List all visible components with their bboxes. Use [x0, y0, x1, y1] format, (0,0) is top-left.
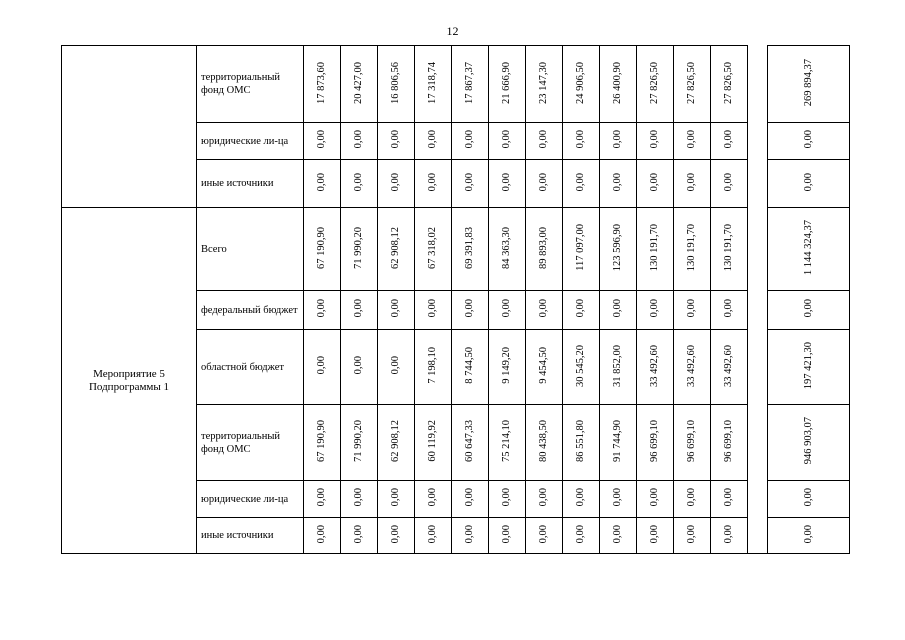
year-value: 0,00	[538, 172, 549, 192]
year-value-cell	[526, 46, 563, 123]
year-value-cell	[341, 405, 378, 481]
total-value-cell	[768, 405, 850, 481]
year-value: 80 438,50	[538, 420, 549, 462]
year-value: 27 826,50	[649, 61, 660, 104]
year-value-cell	[563, 160, 600, 208]
spacer-cell	[748, 160, 768, 208]
year-value-cell	[526, 518, 563, 554]
year-value-cell	[600, 291, 637, 330]
year-value: 0,00	[575, 172, 586, 192]
year-value: 0,00	[316, 488, 327, 507]
year-value-cell	[600, 481, 637, 518]
year-value-cell	[378, 160, 415, 208]
year-value: 91 744,90	[612, 420, 623, 462]
year-value: 89 893,00	[538, 226, 549, 269]
table-row	[62, 46, 850, 123]
program-item-cell: Мероприятие 5 Подпрограммы 1	[62, 208, 197, 554]
year-value: 96 699,10	[723, 420, 734, 462]
year-value: 67 190,90	[316, 420, 327, 462]
year-value: 0,00	[390, 172, 401, 192]
year-value: 0,00	[353, 488, 364, 507]
year-value: 21 666,90	[501, 61, 512, 104]
total-value-cell	[768, 46, 850, 123]
year-value: 123 596,90	[612, 223, 623, 272]
funding-source-cell: юридические ли-ца	[197, 481, 304, 518]
year-value: 0,00	[649, 172, 660, 192]
year-value: 0,00	[427, 524, 438, 544]
year-value: 75 214,10	[501, 420, 512, 462]
year-value-cell	[526, 123, 563, 160]
year-value: 62 908,12	[390, 420, 401, 462]
year-value-cell	[378, 405, 415, 481]
year-value-cell	[489, 481, 526, 518]
year-value: 17 873,60	[316, 61, 327, 104]
year-value-cell	[637, 291, 674, 330]
spacer-cell	[748, 46, 768, 123]
year-value-cell	[341, 123, 378, 160]
year-value-cell	[415, 46, 452, 123]
year-value: 24 906,50	[575, 61, 586, 104]
year-value-cell	[489, 208, 526, 291]
year-value: 0,00	[316, 172, 327, 192]
year-value: 0,00	[649, 299, 660, 318]
total-value: 197 421,30	[802, 341, 814, 390]
total-value: 0,00	[802, 130, 814, 149]
year-value-cell	[452, 518, 489, 554]
year-value: 0,00	[686, 524, 697, 544]
year-value-cell	[378, 291, 415, 330]
year-value: 33 492,60	[723, 344, 734, 387]
year-value-cell	[600, 160, 637, 208]
year-value: 7 198,10	[427, 347, 438, 384]
spacer-cell	[748, 518, 768, 554]
year-value: 86 551,80	[575, 420, 586, 462]
year-value-cell	[304, 405, 341, 481]
year-value: 60 647,33	[464, 420, 475, 462]
year-value-cell	[637, 481, 674, 518]
total-value-cell	[768, 160, 850, 208]
year-value-cell	[563, 291, 600, 330]
year-value: 71 990,20	[353, 226, 364, 269]
year-value-cell	[489, 291, 526, 330]
spacer-cell	[748, 123, 768, 160]
funding-source-cell: федеральный бюджет	[197, 291, 304, 330]
year-value: 8 744,50	[464, 347, 475, 384]
year-value: 0,00	[686, 299, 697, 318]
year-value: 0,00	[353, 299, 364, 318]
year-value: 0,00	[612, 488, 623, 507]
year-value: 67 190,90	[316, 226, 327, 269]
year-value-cell	[526, 330, 563, 405]
year-value: 0,00	[538, 299, 549, 318]
year-value: 0,00	[316, 299, 327, 318]
year-value-cell	[415, 160, 452, 208]
year-value-cell	[711, 46, 748, 123]
year-value: 0,00	[612, 130, 623, 149]
year-value: 0,00	[464, 524, 475, 544]
year-value-cell	[415, 405, 452, 481]
year-value-cell	[563, 405, 600, 481]
year-value: 60 119,92	[427, 420, 438, 462]
year-value-cell	[674, 405, 711, 481]
year-value: 0,00	[723, 488, 734, 507]
year-value-cell	[452, 405, 489, 481]
year-value: 0,00	[723, 299, 734, 318]
year-value: 0,00	[723, 524, 734, 544]
year-value-cell	[489, 46, 526, 123]
year-value: 20 427,00	[353, 61, 364, 104]
page-number: 12	[446, 24, 459, 38]
funding-source-cell: территориальный фонд ОМС	[197, 46, 304, 123]
year-value-cell	[674, 330, 711, 405]
year-value-cell	[452, 208, 489, 291]
year-value-cell	[378, 518, 415, 554]
total-value: 1 144 324,37	[802, 219, 814, 276]
year-value-cell	[637, 405, 674, 481]
year-value-cell	[563, 330, 600, 405]
year-value: 0,00	[390, 299, 401, 318]
year-value-cell	[674, 208, 711, 291]
spacer-cell	[748, 291, 768, 330]
year-value: 67 318,02	[427, 226, 438, 269]
total-value: 0,00	[802, 172, 814, 192]
year-value: 17 867,37	[464, 61, 475, 104]
funding-source-cell: территориальный фонд ОМС	[197, 405, 304, 481]
year-value-cell	[526, 208, 563, 291]
year-value: 62 908,12	[390, 226, 401, 269]
year-value: 0,00	[723, 172, 734, 192]
year-value-cell	[711, 123, 748, 160]
year-value-cell	[452, 160, 489, 208]
total-value-cell	[768, 208, 850, 291]
year-value: 0,00	[612, 524, 623, 544]
year-value-cell	[341, 291, 378, 330]
year-value-cell	[489, 330, 526, 405]
year-value-cell	[711, 518, 748, 554]
funding-source-cell: областной бюджет	[197, 330, 304, 405]
year-value-cell	[600, 208, 637, 291]
year-value-cell	[452, 291, 489, 330]
year-value: 27 826,50	[686, 61, 697, 104]
year-value-cell	[526, 160, 563, 208]
year-value-cell	[711, 405, 748, 481]
year-value-cell	[711, 481, 748, 518]
year-value-cell	[341, 160, 378, 208]
year-value: 0,00	[612, 299, 623, 318]
year-value-cell	[674, 291, 711, 330]
spacer-cell	[748, 330, 768, 405]
year-value-cell	[341, 46, 378, 123]
funding-source-cell: Всего	[197, 208, 304, 291]
year-value-cell	[415, 518, 452, 554]
year-value-cell	[526, 405, 563, 481]
year-value-cell	[415, 291, 452, 330]
year-value-cell	[304, 123, 341, 160]
year-value: 0,00	[353, 356, 364, 375]
year-value: 0,00	[649, 130, 660, 149]
year-value-cell	[415, 123, 452, 160]
year-value-cell	[304, 160, 341, 208]
total-value: 946 903,07	[802, 417, 814, 465]
table-row	[62, 208, 850, 291]
year-value-cell	[341, 330, 378, 405]
year-value-cell	[341, 481, 378, 518]
funding-source-cell: юридические ли-ца	[197, 123, 304, 160]
year-value: 0,00	[649, 488, 660, 507]
year-value-cell	[674, 481, 711, 518]
year-value: 0,00	[575, 488, 586, 507]
year-value-cell	[637, 518, 674, 554]
year-value: 0,00	[575, 299, 586, 318]
total-value-cell	[768, 330, 850, 405]
year-value: 0,00	[390, 488, 401, 507]
year-value: 0,00	[464, 299, 475, 318]
year-value-cell	[637, 160, 674, 208]
year-value: 0,00	[649, 524, 660, 544]
year-value: 0,00	[390, 356, 401, 375]
year-value-cell	[452, 123, 489, 160]
year-value-cell	[563, 481, 600, 518]
total-value-cell	[768, 123, 850, 160]
year-value: 0,00	[353, 130, 364, 149]
year-value: 0,00	[390, 130, 401, 149]
year-value: 0,00	[501, 299, 512, 318]
year-value-cell	[600, 405, 637, 481]
year-value-cell	[304, 208, 341, 291]
year-value: 0,00	[390, 524, 401, 544]
year-value-cell	[711, 291, 748, 330]
year-value: 0,00	[686, 130, 697, 149]
year-value-cell	[674, 518, 711, 554]
year-value: 17 318,74	[427, 61, 438, 104]
year-value-cell	[489, 405, 526, 481]
year-value-cell	[378, 46, 415, 123]
year-value: 0,00	[427, 172, 438, 192]
year-value: 130 191,70	[686, 223, 697, 272]
year-value: 0,00	[686, 172, 697, 192]
year-value-cell	[489, 160, 526, 208]
year-value: 0,00	[575, 524, 586, 544]
year-value: 0,00	[353, 172, 364, 192]
year-value: 0,00	[501, 488, 512, 507]
year-value-cell	[341, 518, 378, 554]
year-value-cell	[637, 46, 674, 123]
year-value: 69 391,83	[464, 226, 475, 269]
total-value-cell	[768, 518, 850, 554]
year-value: 0,00	[427, 130, 438, 149]
total-value: 0,00	[802, 299, 814, 318]
year-value: 130 191,70	[649, 223, 660, 272]
total-value: 269 894,37	[802, 58, 814, 107]
year-value-cell	[304, 291, 341, 330]
total-value: 0,00	[802, 488, 814, 507]
spacer-cell	[748, 208, 768, 291]
year-value: 0,00	[538, 130, 549, 149]
total-value: 0,00	[802, 524, 814, 544]
year-value-cell	[563, 518, 600, 554]
year-value-cell	[452, 481, 489, 518]
year-value: 0,00	[538, 524, 549, 544]
year-value: 0,00	[464, 172, 475, 192]
year-value-cell	[452, 46, 489, 123]
funding-source-cell: иные источники	[197, 160, 304, 208]
year-value: 0,00	[538, 488, 549, 507]
year-value-cell	[378, 330, 415, 405]
year-value-cell	[378, 123, 415, 160]
year-value: 33 492,60	[649, 344, 660, 387]
year-value: 0,00	[427, 488, 438, 507]
year-value-cell	[489, 123, 526, 160]
year-value-cell	[637, 330, 674, 405]
year-value-cell	[341, 208, 378, 291]
year-value-cell	[415, 481, 452, 518]
year-value: 96 699,10	[649, 420, 660, 462]
year-value-cell	[304, 481, 341, 518]
year-value: 71 990,20	[353, 420, 364, 462]
year-value-cell	[637, 208, 674, 291]
year-value-cell	[563, 46, 600, 123]
year-value: 30 545,20	[575, 344, 586, 387]
year-value: 0,00	[316, 356, 327, 375]
year-value-cell	[600, 123, 637, 160]
year-value: 16 806,56	[390, 61, 401, 104]
year-value-cell	[378, 208, 415, 291]
year-value-cell	[563, 123, 600, 160]
year-value: 117 097,00	[575, 224, 586, 271]
total-value-cell	[768, 291, 850, 330]
year-value: 0,00	[575, 130, 586, 149]
year-value: 0,00	[501, 172, 512, 192]
year-value-cell	[489, 518, 526, 554]
year-value: 0,00	[686, 488, 697, 507]
year-value-cell	[415, 330, 452, 405]
total-value-cell	[768, 481, 850, 518]
year-value-cell	[304, 518, 341, 554]
year-value: 26 400,90	[612, 61, 623, 104]
year-value-cell	[526, 481, 563, 518]
spacer-cell	[748, 405, 768, 481]
year-value-cell	[600, 330, 637, 405]
year-value: 84 363,30	[501, 226, 512, 269]
year-value-cell	[600, 46, 637, 123]
year-value: 33 492,60	[686, 344, 697, 387]
year-value: 130 191,70	[723, 223, 734, 272]
program-item-cell	[62, 46, 197, 208]
year-value: 0,00	[464, 488, 475, 507]
year-value-cell	[304, 46, 341, 123]
year-value: 9 149,20	[501, 347, 512, 384]
year-value: 0,00	[353, 524, 364, 544]
budget-table	[61, 45, 850, 554]
year-value: 23 147,30	[538, 61, 549, 104]
year-value-cell	[452, 330, 489, 405]
year-value-cell	[711, 330, 748, 405]
year-value: 27 826,50	[723, 61, 734, 104]
year-value: 0,00	[723, 130, 734, 149]
year-value: 0,00	[501, 130, 512, 149]
year-value: 31 852,00	[612, 344, 623, 387]
year-value: 0,00	[316, 524, 327, 544]
year-value-cell	[711, 208, 748, 291]
year-value-cell	[304, 330, 341, 405]
year-value-cell	[526, 291, 563, 330]
year-value-cell	[674, 46, 711, 123]
year-value-cell	[711, 160, 748, 208]
year-value-cell	[415, 208, 452, 291]
year-value: 0,00	[464, 130, 475, 149]
year-value-cell	[563, 208, 600, 291]
year-value: 9 454,50	[538, 347, 549, 384]
funding-source-cell: иные источники	[197, 518, 304, 554]
year-value: 0,00	[316, 130, 327, 149]
year-value: 0,00	[501, 524, 512, 544]
year-value: 0,00	[612, 172, 623, 192]
year-value-cell	[378, 481, 415, 518]
year-value: 96 699,10	[686, 420, 697, 462]
year-value-cell	[674, 123, 711, 160]
year-value-cell	[600, 518, 637, 554]
year-value-cell	[674, 160, 711, 208]
year-value: 0,00	[427, 299, 438, 318]
spacer-cell	[748, 481, 768, 518]
year-value-cell	[637, 123, 674, 160]
